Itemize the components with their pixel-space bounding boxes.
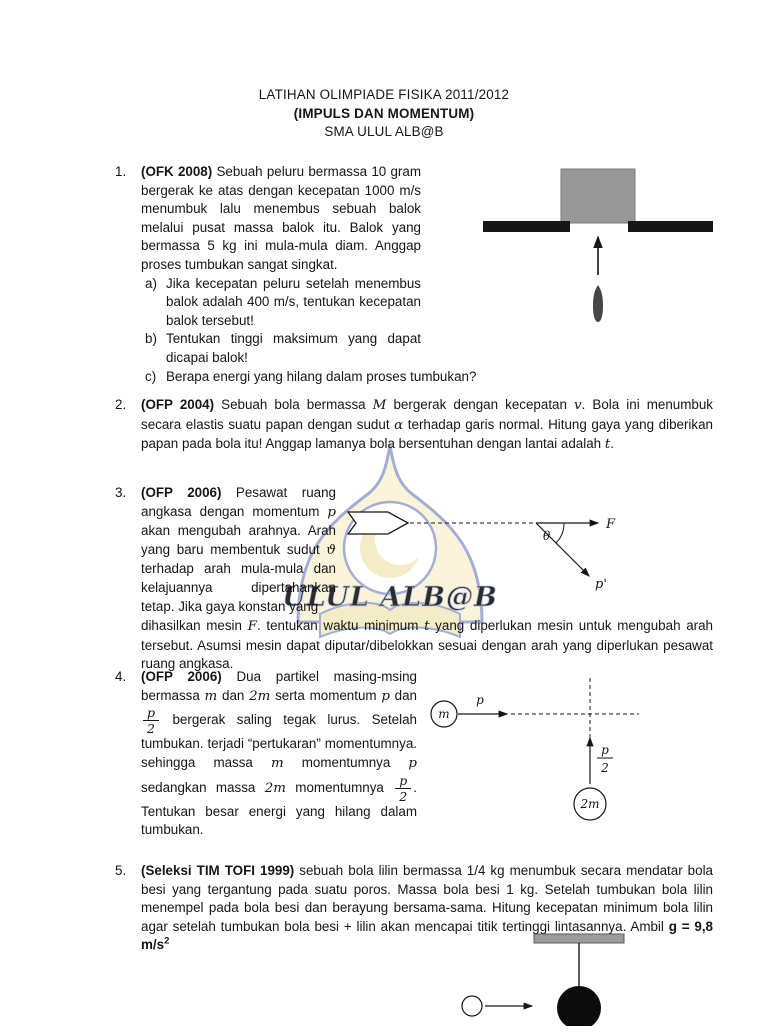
problem-3-body: . tentukan waktu minimum [256,618,425,634]
problem-4-body: momentumnya [285,779,394,795]
problem-1-diagram [421,163,713,341]
var-M: M [372,398,387,413]
var-theta: ϑ [326,542,336,558]
problem-4-body: serta momentum [270,687,382,703]
particle-2m-label: 2m [580,797,600,811]
problem-4-tag: (OFP 2006) [141,669,222,684]
var-2m: 2m [264,780,286,796]
problem-1-tag: (OFK 2008) [141,164,213,179]
problem-3-diagram [346,484,713,602]
var-v: v [574,398,582,413]
angle-label: θ [543,529,551,543]
problem-1-item-b [141,330,421,367]
problem-1-number: 1. [115,164,127,179]
problem-4-body: dan [217,687,250,703]
problem-3-number: 3. [115,485,127,500]
problem-3-body: terhadap arah mula-mula dan kelajuannya dipertahankan tetap. Jika gaya konstan yang [141,561,336,614]
problem-1 [115,163,713,386]
momentum-p-label: p [476,693,484,707]
angle-arc [556,523,564,543]
table-right [628,221,713,232]
problem-1-item-a [141,275,421,331]
gravity-value: g = 9,8 m/s [141,918,714,953]
item-b-text: Tentukan tinggi maksimum yang dapat dicapai balok! [166,331,421,365]
pendulum-figure [448,930,660,1026]
problem-1-body: Sebuah peluru bermassa 10 gram bergerak ke atas dengan kecepatan 1000 m/s menumbuk lalu menembus sebuah balok melalui pusat massa balok itu. Balok yang bermassa 5 kg ini mula-mula diam. Anggap proses tumbukan sangat singkat. [141,164,421,272]
block [561,169,635,223]
document-header [0,86,768,142]
problem-3-tag: (OFP 2006) [141,485,222,500]
fraction-p-over-2 [143,706,159,735]
problem-2-body: terhadap garis normal. Hitung gaya yang diberikan papan pada bola itu! Anggap lamanya bola bersentuhan dengan lantai adalah [141,416,713,452]
item-c-label: c) [145,368,157,384]
problem-4-body: . Tentukan besar energi yang hilang dalam tumbukan. [141,779,417,838]
problem-5-body: sebuah bola lilin bermassa 1/4 kg menumbuk secara mendatar bola besi yang tergantung pada suatu poros. Massa bola besi 1 kg. Setelah tumbukan bola lilin menempel pada bola besi dan berayung bersama-sama. Hitung kecepatan minimum bola lilin agar setelah tumbukan bola besi + lilin akan mencapai titik tertinggi lintasannya. Ambil [141,863,713,934]
problem-4-body: momentumnya [283,755,409,771]
var-m: m [204,688,218,704]
item-c-text: Berapa energi yang hilang dalam proses tumbukan? [166,368,477,384]
gravity-exponent: 2 [164,935,170,947]
problem-4 [115,668,713,840]
particle-m-label: m [438,707,450,721]
fraction-p-over-2 [395,774,411,803]
var-p: p [381,688,390,704]
wax-ball [462,996,482,1016]
problem-2-body: Sebuah bola bermassa [214,397,373,412]
bullet [593,285,603,322]
new-momentum-label: p' [595,577,607,592]
problem-4-number: 4. [115,669,127,684]
problem-3-body: yang diperlukan mesin untuk mengubah arah tersebut. Asumsi mesin dapat diputar/dibelokkan sesuai dengan arah yang diperlukan pesawat ruang angkasa. [141,618,713,672]
var-t: t [604,437,611,453]
var-p: p [408,756,417,772]
block-and-bullet-figure [483,163,713,339]
fraction-denominator: 2 [399,788,408,804]
title-line-1: LATIHAN OLIMPIADE FISIKA 2011/2012 [258,87,510,102]
problem-4-body: Dua partikel masing-msing bermassa [141,669,417,703]
problem-3-text-continued [141,617,713,674]
problem-3-body: dihasilkan mesin [141,618,248,634]
problem-2-body: . [610,436,614,452]
var-alpha: α [394,417,404,433]
problem-3-body: Pesawat ruang angkasa dengan momentum [141,485,336,519]
problem-3-body: akan mengubah arahnya. Arah yang baru membentuk sudut [141,523,336,557]
problem-2-number: 2. [115,397,127,412]
problem-4-text [141,668,417,840]
var-2m: 2m [249,688,271,704]
item-b-label: b) [145,331,157,347]
var-t: t [424,619,430,635]
problem-4-diagram [427,668,713,840]
problem-2-tag: (OFP 2004) [141,397,215,412]
iron-ball [557,986,601,1026]
force-label: F [606,517,616,532]
problem-2 [115,396,713,455]
item-a-label: a) [145,275,157,291]
two-particles-figure [427,676,662,834]
var-p: p [327,504,336,520]
fraction-numerator: p [601,743,609,757]
problem-4-body: sedangkan massa [141,779,265,795]
problem-5-number: 5. [115,863,127,878]
table-left [483,221,570,232]
problem-5-tag: (Seleksi TIM TOFI 1999) [141,863,295,878]
problem-2-body: . Bola ini menumbuk secara elastis suatu papan dengan sudut [141,397,713,432]
item-a-text: Jika kecepatan peluru setelah menembus balok adalah 400 m/s, tentukan kecepatan balok tersebut! [166,275,421,328]
title-line-3: SMA ULUL ALB@B [324,124,444,140]
pivot-support [534,934,624,943]
problem-2-text [141,396,713,455]
var-F: F [247,619,257,635]
problem-4-body: dan [389,687,417,703]
fraction-denominator: 2 [147,721,155,737]
spacecraft [348,512,408,534]
problem-2-body: bergerak dengan kecepatan [386,397,575,412]
problem-4-body: bergerak saling tegak lurus. Setelah tumbukan. terjadi “pertukaran” momentumnya. sehingga massa [141,712,417,771]
logo-watermark-text: ULUL ALB@B [282,582,498,613]
var-m: m [270,756,284,772]
problem-3 [115,484,713,674]
fraction-denominator: 2 [601,761,609,775]
problem-5-diagram [448,930,660,1026]
title-line-2: (IMPULS DAN MOMENTUM) [293,105,475,121]
problem-1-item-c [141,368,713,387]
fraction-numerator: p [395,774,411,789]
fraction-numerator: p [143,706,159,721]
problem-3-text [141,484,336,616]
spacecraft-figure [346,496,636,596]
